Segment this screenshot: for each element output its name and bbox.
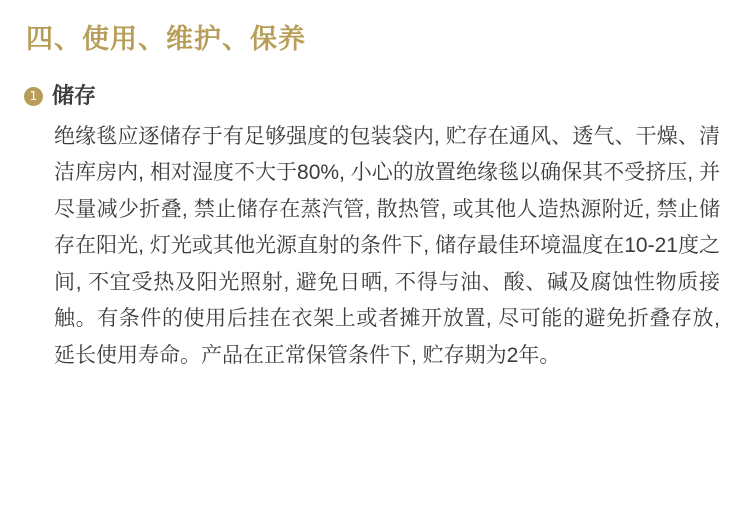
- ordered-marker-icon: 1: [24, 87, 43, 106]
- list-item-heading: 储存: [52, 83, 97, 109]
- list-item: [24, 81, 720, 374]
- section-title: 四、使用、维护、保养: [26, 24, 306, 54]
- list-item-body: [52, 81, 720, 374]
- list-item-paragraph: 绝缘毯应逐储存于有足够强度的包装袋内, 贮存在通风、透气、干燥、清洁库房内, 相对湿度不大于80%, 小心的放置绝缘毯以确保其不受挤压, 并尽量减少折叠, 禁止储存在蒸汽管, 散热管, 或其他人造热源附近, 禁止储存在阳光, 灯光或其他光源直射的条件下, 储存最佳环境温度在10-21度之间, 不宜受热及阳光照射, 避免日晒, 不得与油、酸、碱及腐蚀性物质接触。有条件的使用后挂在衣架上或者摊开放置, 尽可能的避免折叠存放, 延长使用寿命。产品在正常保管条件下, 贮存期为2年。: [54, 124, 720, 367]
